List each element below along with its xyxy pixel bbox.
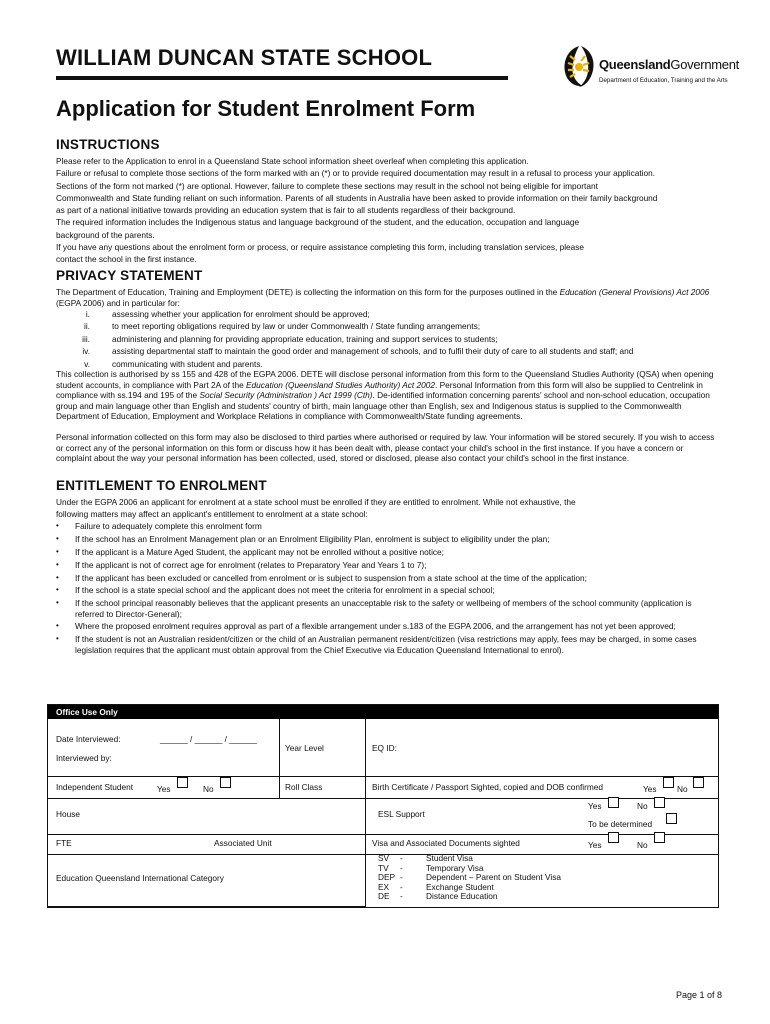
list-item [56, 320, 716, 332]
visa-docs-label: Visa and Associated Documents sighted [372, 838, 520, 848]
bullet-icon: • [56, 546, 59, 556]
entitlement-intro-line: following matters may affect an applicant's entitlement to enrolment at a state school: [56, 509, 368, 520]
list-text: If the applicant has been excluded or cancelled from enrolment or is subject to suspension from a state school at the time of the application; [75, 572, 587, 583]
queensland-government-logo [561, 44, 739, 88]
yes-label: Yes [643, 784, 657, 794]
visa-dash: - [400, 872, 403, 883]
bullet-icon: • [56, 572, 59, 582]
school-name: WILLIAM DUNCAN STATE SCHOOL [56, 45, 433, 70]
list-text: Where the proposed enrolment requires approval as part of a flexible arrangement under s.183 of the EGPA 2006, and the arrangement has not yet been approved; [75, 621, 676, 632]
list-item [56, 547, 716, 557]
no-label: No [637, 840, 648, 850]
list-item [56, 534, 716, 544]
independent-student-label: Independent Student [56, 782, 134, 792]
instructions-line: contact the school in the first instance. [56, 254, 197, 265]
visa-dash: - [400, 853, 403, 863]
bullet-icon: • [56, 634, 59, 644]
esl-no-checkbox[interactable] [654, 797, 665, 808]
list-text: communicating with student and parents. [112, 358, 263, 369]
entitlement-heading: ENTITLEMENT TO ENROLMENT [56, 478, 267, 493]
yes-label: Yes [588, 801, 602, 811]
instructions-line: Sections of the form not marked (*) are optional. However, failure to complete these sections may result in the school not being eligible for important [56, 180, 598, 191]
list-number: i. [85, 309, 90, 319]
instructions-line: background of the parents. [56, 229, 155, 240]
logo-gov: Government [670, 57, 739, 72]
privacy-text: . De-identified information concerning parents' school and non-school education, occupation group and main language other than English and students' country of birth, main language other than English, sex and Indigenous status is supplied to the Commonwealth Department of Education, Employment and Workplace Relations in compliance with Commonwealth/State funding agreements. [56, 390, 710, 422]
entitlement-bullet-list [56, 521, 716, 657]
privacy-intro [56, 287, 716, 308]
associated-unit-label: Associated Unit [214, 838, 272, 848]
privacy-disclosure-paragraph [56, 369, 716, 422]
list-item [56, 634, 716, 654]
list-item [56, 621, 716, 631]
visa-code: TV [378, 862, 389, 873]
instructions-line: The required information includes the Indigenous status and language background of the student, and the education, occupation and language [56, 217, 580, 228]
office-use-table [47, 704, 719, 908]
list-item [56, 308, 716, 320]
house-cell[interactable] [48, 799, 366, 835]
list-text: If the school principal reasonably believes that the applicant presents an unacceptable risk to the safety or wellbeing of members of the school community (application is referred to Director-General); [75, 598, 692, 619]
list-item [56, 598, 716, 618]
act-name: Education (General Provisions) Act 2006 [559, 287, 710, 297]
list-item [378, 892, 561, 902]
visa-code: EX [378, 881, 390, 892]
list-number: iii. [82, 333, 90, 344]
list-item [56, 345, 716, 357]
no-label: No [203, 784, 214, 794]
visa-desc: Student Visa [426, 853, 473, 863]
visa-desc: Distance Education [426, 891, 498, 902]
birth-cert-label: Birth Certificate / Passport Sighted, copied and DOB confirmed [372, 782, 604, 792]
form-title: Application for Student Enrolment Form [56, 96, 476, 121]
instructions-line: Please refer to the Application to enrol in a Queensland State school information sheet overleaf when completing this application. [56, 156, 529, 166]
list-text: If the applicant is a Mature Aged Student, the applicant may not be enrolled without a positive notice; [75, 546, 444, 557]
list-text: to meet reporting obligations required by law or under Commonwealth / State funding arrangements; [112, 321, 481, 332]
list-text: assessing whether your application for enrolment should be approved; [112, 309, 370, 319]
list-text: assisting departmental staff to maintain the good order and management of schools, and to fulfil their duty of care to all students and staff; and [112, 346, 634, 357]
instructions-line: If you have any questions about the enrolment form or process, or require assistance completing this form, including translation services, please [56, 242, 585, 253]
instructions-line: Commonwealth and State funding reliant on such information. Parents of all students in Australia have been asked to provide information on their family background [56, 192, 658, 203]
list-text: administering and planning for providing appropriate education, training and support services to students; [112, 333, 498, 344]
logo-brand: Queensland [599, 57, 671, 72]
visa-yes-checkbox[interactable] [608, 832, 619, 843]
list-text: If the school is a state special school and the applicant does not meet the criteria for enrolment in a special school; [75, 585, 495, 596]
no-label: No [637, 801, 648, 811]
privacy-intro-text: The Department of Education, Training and Employment (DETE) is collecting the information on this form for the purposes outlined in the [56, 287, 560, 297]
list-number: ii. [84, 321, 90, 332]
list-item [56, 573, 716, 583]
date-interviewed-cell [48, 719, 145, 777]
no-label: No [677, 784, 688, 794]
date-interviewed-label: Date Interviewed: [56, 734, 121, 744]
list-number: v. [84, 358, 90, 369]
list-number: iv. [82, 346, 90, 357]
year-level-label: Year Level [285, 743, 324, 753]
privacy-text: This collection is authorised by ss 155 and 428 of the EGPA 2006. DETE will disclose personal information from this form to the Queensland Studies Authority (QSA) when opening student accounts, in compliance with Part 2A of the [56, 369, 714, 390]
bullet-icon: • [56, 521, 59, 530]
bullet-icon: • [56, 559, 59, 569]
visa-code: SV [378, 853, 390, 863]
instructions-line: Failure or refusal to complete those sections of the form marked with an (*) or to provide required documentation may result in a refusal to process your application. [56, 168, 656, 179]
roll-class-label: Roll Class [285, 782, 323, 792]
visa-code: DEP [378, 872, 396, 883]
esl-support-label: ESL Support [378, 809, 425, 819]
visa-desc: Dependent – Parent on Student Visa [426, 872, 562, 883]
entitlement-intro-line: Under the EGPA 2006 an applicant for enrolment at a state school must be enrolled if they are entitled to enrolment. While not exhaustive, the [56, 497, 576, 507]
visa-desc: Temporary Visa [426, 862, 484, 873]
to-be-determined-label: To be determined [588, 819, 653, 829]
visa-desc: Exchange Student [426, 881, 494, 892]
privacy-third-party-paragraph: Personal information collected on this form may also be disclosed to third parties where authorised or required by law. Your information will be stored securely. If you wish to access or correct any of the personal information on this form or discuss how it has been dealt with, please contact your child's school in the first instance. If you have a concern or complaint about the way your personal information has been collected, used, stored or disclosed, please also contact your child's school in the first instance. [56, 432, 715, 464]
bullet-icon: • [56, 621, 59, 631]
eq-id-cell[interactable] [366, 719, 718, 777]
house-label: House [56, 809, 80, 819]
list-text: If the student is not an Australian resident/citizen or the child of an Australian permanent resident/citizen (visa restrictions may apply, fees may be charged, in some cases legislation requires that the applicant must obtain approval from the Chief Executive via Education Queensland International to enrol). [75, 634, 697, 655]
list-item [56, 333, 716, 345]
visa-dash: - [400, 891, 403, 902]
list-item [56, 521, 716, 531]
office-use-header: Office Use Only [48, 705, 718, 719]
instructions-line: as part of a national initiative towards providing an education system that is fair to all students regardless of their background. [56, 205, 516, 216]
eqi-category-label: Education Queensland International Category [56, 873, 224, 883]
instructions-text [56, 155, 716, 266]
birth-cert-no-checkbox[interactable] [693, 777, 704, 788]
maroon-sunburst-icon [561, 44, 597, 88]
date-field[interactable] [145, 719, 280, 777]
logo-department: Department of Education, Training and the Arts [599, 77, 728, 84]
privacy-intro-text: (EGPA 2006) and in particular for: [56, 297, 180, 308]
visa-dash: - [400, 862, 403, 873]
list-item [56, 560, 716, 570]
eq-id-label: EQ ID: [372, 743, 397, 753]
bullet-icon: • [56, 598, 59, 608]
list-text: If the applicant is not of correct age for enrolment (relates to Preparatory Year and Years 1 to 7); [75, 559, 427, 570]
yes-label: Yes [588, 840, 602, 850]
page-number: Page 1 of 8 [676, 990, 723, 1000]
bullet-icon: • [56, 533, 59, 543]
list-text: If the school has an Enrolment Management plan or an Enrolment Eligibility Plan, enrolment is subject to eligibility under the plan; [75, 533, 550, 544]
bullet-icon: • [56, 585, 59, 595]
visa-codes-list [378, 854, 561, 902]
visa-no-checkbox[interactable] [654, 832, 665, 843]
privacy-heading: PRIVACY STATEMENT [56, 268, 203, 283]
esl-tbd-checkbox[interactable] [666, 813, 677, 824]
fte-label: FTE [56, 838, 72, 848]
visa-dash: - [400, 881, 403, 892]
birth-cert-yes-checkbox[interactable] [663, 777, 674, 788]
instructions-heading: INSTRUCTIONS [56, 137, 160, 152]
act-name: Education (Queensland Studies Authority) Act 2002 [246, 379, 435, 390]
list-text: Failure to adequately complete this enrolment form [75, 521, 262, 531]
visa-code: DE [378, 891, 390, 902]
privacy-purposes-list [56, 308, 716, 370]
header-rule [56, 76, 508, 80]
act-name: Social Security (Administration ) Act 1999 (Cth) [199, 390, 373, 401]
date-blank[interactable]: ______ / ______ / ______ [160, 734, 257, 744]
privacy-text: . Personal Information from this form will also be supplied to Centrelink in compliance with ss.194 and 195 of the [56, 379, 703, 401]
logo-text [599, 57, 739, 72]
independent-yes-checkbox[interactable] [177, 777, 188, 788]
interviewed-by-label: Interviewed by: [56, 753, 112, 763]
independent-no-checkbox[interactable] [220, 777, 231, 788]
esl-yes-checkbox[interactable] [608, 797, 619, 808]
entitlement-intro [56, 496, 716, 521]
yes-label: Yes [157, 784, 171, 794]
list-item [56, 585, 716, 595]
